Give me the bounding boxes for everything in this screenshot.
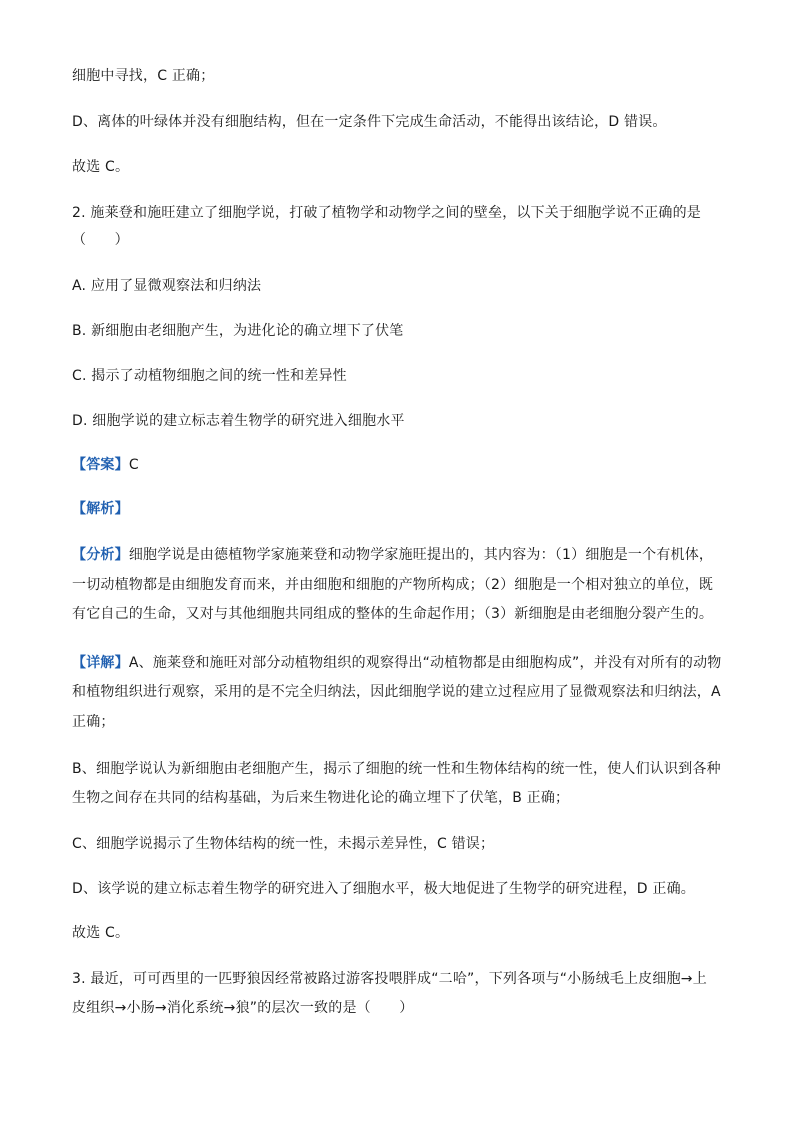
text-line: D、离体的叶绿体并没有细胞结构，但在一定条件下完成生命活动，不能得出该结论，D 错误。	[72, 114, 667, 130]
question-3-stem-cont: 皮组织→小肠→消化系统→狼”的层次一致的是（ ）	[72, 1000, 414, 1016]
text-line: 故选 C。	[72, 159, 130, 175]
text-line: 正确；	[72, 714, 115, 730]
option-c: C. 揭示了动植物细胞之间的统一性和差异性	[72, 368, 347, 384]
question-3-stem: 3. 最近，可可西里的一匹野狼因经常被路过游客投喂胖成“二哈”，下列各项与“小肠绒毛上皮细胞→上	[72, 971, 707, 987]
fenxi-line	[72, 545, 732, 565]
text-line: C、细胞学说揭示了生物体结构的统一性，未揭示差异性，C 错误；	[72, 836, 495, 852]
xiangjie-text: A、施莱登和施旺对部分动植物组织的观察得出“动植物都是由细胞构成”，并没有对所有的动物	[128, 655, 722, 671]
xiangjie-tag: 【详解】	[72, 655, 129, 671]
answer-tag: 【答案】	[72, 457, 129, 473]
question-2-stem: 2. 施莱登和施旺建立了细胞学说，打破了植物学和动物学之间的壁垒，以下关于细胞学说不正确的是	[72, 205, 702, 221]
analysis-heading	[72, 499, 732, 519]
answer-line	[72, 455, 732, 475]
text-line: 细胞中寻找，C 正确；	[72, 68, 215, 84]
analysis-tag: 【解析】	[72, 501, 129, 517]
text-line: 有它自己的生命，又对与其他细胞共同组成的整体的生命起作用；（3）新细胞是由老细胞分裂产生的。	[72, 606, 714, 622]
option-b: B. 新细胞由老细胞产生，为进化论的确立埋下了伏笔	[72, 323, 404, 339]
question-2-blank: （ ）	[72, 232, 129, 248]
xiangjie-line	[72, 653, 732, 673]
fenxi-tag: 【分析】	[72, 547, 129, 563]
text-line: 一切动植物都是由细胞发育而来，并由细胞和细胞的产物所构成；（2）细胞是一个相对独立的单位，既	[72, 577, 714, 593]
answer-value: C	[128, 457, 139, 473]
fenxi-text: 细胞学说是由德植物学家施莱登和动物学家施旺提出的，其内容为：（1）细胞是一个有机体，	[128, 547, 714, 563]
text-line: 生物之间存在共同的结构基础，为后来生物进化论的确立埋下了伏笔，B 正确；	[72, 790, 570, 806]
option-d: D. 细胞学说的建立标志着生物学的研究进入细胞水平	[72, 413, 405, 429]
option-a: A. 应用了显微观察法和归纳法	[72, 278, 262, 294]
text-line: D、该学说的建立标志着生物学的研究进入了细胞水平，极大地促进了生物学的研究进程，D 正确。	[72, 881, 696, 897]
text-line: 故选 C。	[72, 925, 130, 941]
text-line: 和植物组织进行观察，采用的是不完全归纳法，因此细胞学说的建立过程应用了显微观察法和归纳法，A	[72, 684, 721, 700]
text-line: B、细胞学说认为新细胞由老细胞产生，揭示了细胞的统一性和生物体结构的统一性，使人们认识到各种	[72, 761, 721, 777]
